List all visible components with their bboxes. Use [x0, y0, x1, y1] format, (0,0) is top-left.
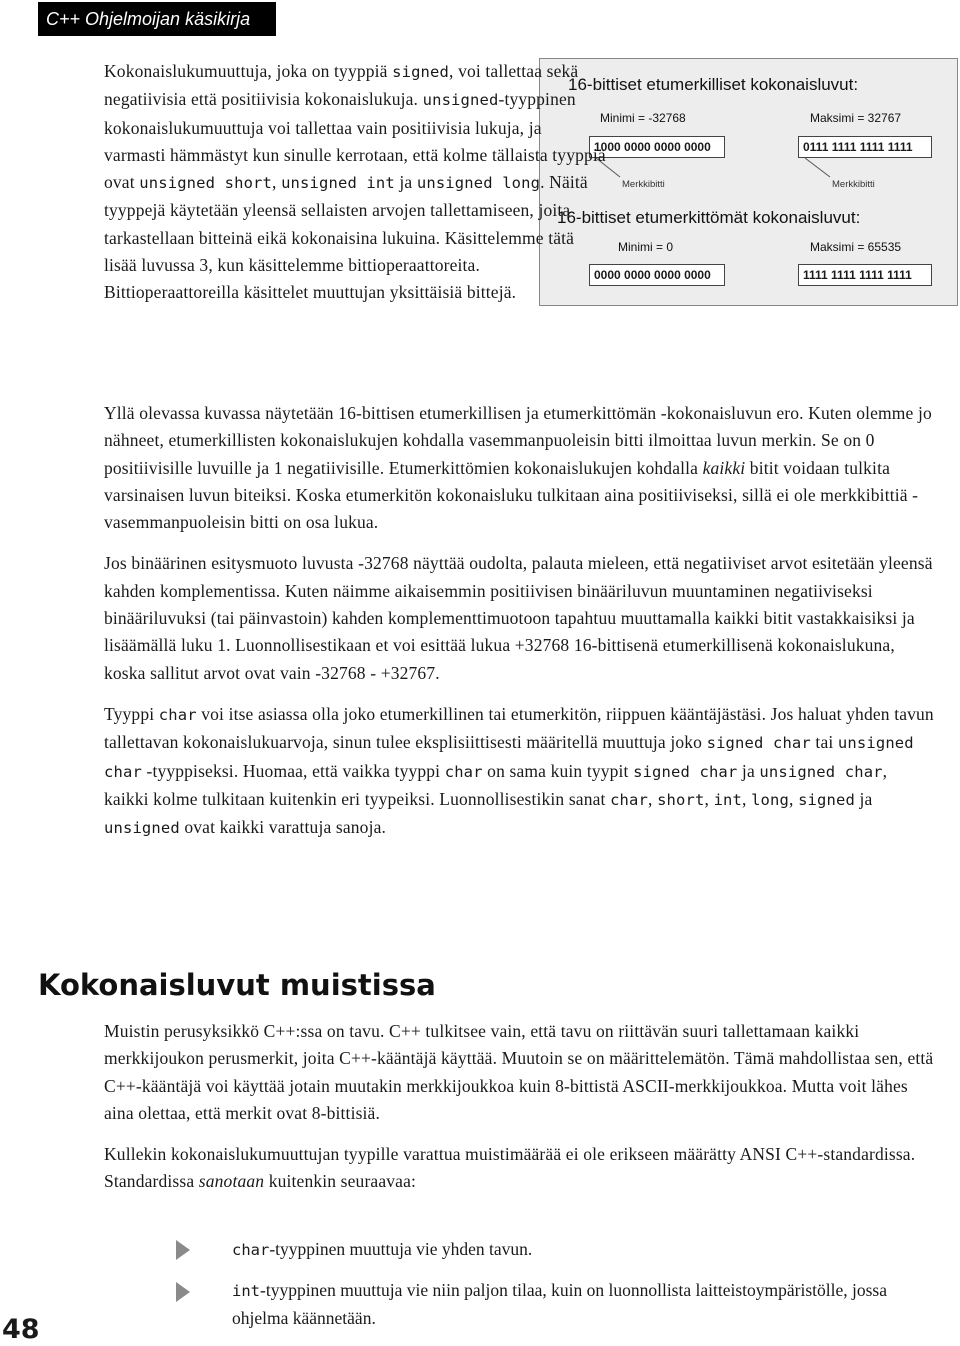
paragraph-1	[104, 58, 934, 307]
code-char: char	[610, 790, 649, 809]
bullet-text: -tyyppinen muuttuja vie niin paljon tilaa, kuin on luonnollista laitteistoympäristölle, jossa ohjelma käännetään.	[232, 1280, 888, 1329]
text: ja	[854, 788, 873, 809]
signed-max-sign-bit-label: Merkkibitti	[832, 179, 875, 190]
code-long: long	[751, 790, 790, 809]
code-signed-char: signed char	[633, 762, 738, 781]
paragraph-3: Jos binäärinen esitysmuoto luvusta -32768 näyttää oudolta, palauta mieleen, että negatiiviset arvot esitetään yleensä kahden komplementissa. Kuten näimme aikaisemmin positiivisen binääriluvun muuntaminen negatiiviseksi binääriluvuksi (tai päinvastoin) kahden komplementtimuotoon tapahtuu muuttamalla kaikki bitit vastakkaisiksi ja lisäämällä luku 1. Luonnollisestikaan et voi esittää lukua +32768 16-bittisenä etumerkillisenä kokonaislukuna, koska sallitut arvot ovat vain -32768 - +32767.	[104, 553, 933, 683]
figure-spacer	[620, 50, 960, 298]
unsigned-max-bits: 1111 1111 1111 1111	[798, 264, 932, 286]
text: kuitenkin seuraavaa:	[264, 1171, 417, 1192]
emphasis: sanotaan	[198, 1171, 265, 1192]
code-unsigned: unsigned	[422, 91, 499, 110]
code-int: int	[232, 1282, 260, 1300]
unsigned-min-bits: 0000 0000 0000 0000	[589, 264, 725, 286]
text: Tyyppi	[104, 703, 159, 724]
text: ,	[704, 788, 714, 809]
text: ovat kaikki varattuja sanoja.	[179, 817, 387, 838]
bullet-item-int	[232, 1277, 932, 1333]
code-signed: signed	[798, 790, 855, 809]
code-int: int	[713, 790, 743, 809]
code-unsigned-short: unsigned short	[139, 174, 273, 193]
code-unsigned-long: unsigned long	[416, 174, 541, 193]
signed-max-label: Maksimi = 32767	[810, 111, 902, 125]
text: on sama kuin tyypit	[482, 760, 634, 781]
code-unsigned-char: unsigned char	[759, 762, 883, 781]
text: . Näitä tyyppejä käytetään yleensä sellaisten arvojen tallettamiseen, joita tarkastellaan bitteinä eikä kokonaisina lukuina. Käsittelemme tätä lisää luvussa 3, kun käsittelemme bittioperaattoreita. Bittioperaattoreilla käsittelet muuttujan yksittäisiä bittejä.	[104, 172, 588, 303]
text: ,	[648, 788, 658, 809]
book-title-header: C++ Ohjelmoijan käsikirja	[38, 2, 276, 36]
signed-title: 16-bittiset etumerkilliset kokonaisluvut:	[568, 75, 859, 94]
main-text-middle	[104, 400, 934, 842]
main-text-bottom	[104, 1018, 934, 1196]
signed-min-sign-bit-label: Merkkibitti	[622, 179, 665, 190]
bullet-text: -tyyppinen muuttuja vie yhden tavun.	[269, 1239, 533, 1259]
code-char: char	[444, 762, 483, 781]
main-text-top	[104, 58, 934, 307]
code-signed-char: signed char	[706, 734, 811, 753]
text: tai	[810, 732, 838, 753]
code-char: char	[232, 1241, 270, 1259]
code-unsigned: unsigned	[104, 819, 180, 838]
page-number: 48	[2, 1314, 40, 1345]
text: ,	[789, 788, 799, 809]
text: voi itse asiassa olla joko etumerkillinen tai etumerkitön, riippuen kääntäjästäsi. Jos haluat yhden tavun tallettavan kokonaislukuarvoja, sinun tulee eksplisiittisesti määritellä muuttuja joko	[104, 703, 934, 753]
paragraph-6	[104, 1141, 934, 1196]
text: , voi tallettaa sekä negatiivisia että positiivisia kokonaislukuja.	[104, 61, 579, 110]
text: Kullekin kokonaislukumuuttujan tyypille varattua muistimäärää ei ole erikseen määrätty ANSI C++-standardissa. Standardissa	[104, 1144, 916, 1192]
code-char: char	[158, 705, 197, 724]
text: Kokonaislukumuuttuja, joka on tyyppiä	[104, 61, 393, 81]
text: -tyyppinen kokonaislukumuuttuja voi tallettaa vain positiivisia lukuja, ja varmasti hämmästyt kun sinulle kerrotaan, että kolme tällaista tyyppiä ovat	[104, 89, 606, 193]
section-heading: Kokonaisluvut muistissa	[38, 968, 436, 1002]
signed-max-bits: 0111 1111 1111 1111	[798, 136, 932, 158]
code-short: short	[657, 790, 705, 809]
bullet-item-char	[232, 1236, 932, 1264]
signed-min-label: Minimi = -32768	[600, 111, 686, 125]
paragraph-2	[104, 400, 934, 536]
bullet-arrow-icon	[176, 1240, 190, 1260]
text: , kaikki kolme tulkitaan kuitenkin eri tyypeiksi. Luonnollisestikin sanat	[104, 760, 888, 809]
text: Yllä olevassa kuvassa näytetään 16-bittisen etumerkillisen ja etumerkittömän -kokonaisluvun ero. Kuten olemme jo nähneet, etumerkillisten kokonaislukujen kohdalla vasemmanpuoleisin bitti ilmoittaa luvun merkin. Se on 0 positiivisille luvuille ja 1 negatiivisille. Etumerkittömien kokonaislukujen kohdalla	[104, 403, 932, 478]
text: ,	[742, 788, 752, 809]
text: -tyyppiseksi. Huomaa, että vaikka tyyppi	[141, 760, 445, 781]
unsigned-title: 16-bittiset etumerkittömät kokonaisluvut:	[557, 208, 861, 227]
signed-min-bits: 1000 0000 0000 0000	[589, 136, 725, 158]
emphasis: kaikki	[702, 457, 746, 478]
code-unsigned-char: unsigned char	[104, 734, 914, 781]
paragraph-4	[104, 701, 934, 842]
text: ,	[272, 172, 282, 193]
bullet-arrow-icon	[176, 1282, 190, 1302]
code-unsigned-int: unsigned int	[281, 174, 395, 193]
text: ja	[737, 760, 760, 781]
code-signed: signed	[392, 63, 450, 81]
unsigned-max-label: Maksimi = 65535	[810, 240, 902, 254]
text: bitit voidaan tulkita varsinaisen luvun biteiksi. Koska etumerkitön kokonaisluku tulkitaan aina positiiviseksi, sillä ei ole merkkibittiä - vasemmanpuoleisin bitti on osa lukua.	[104, 457, 919, 533]
unsigned-min-label: Minimi = 0	[618, 240, 674, 254]
text: ja	[394, 172, 417, 193]
paragraph-5: Muistin perusyksikkö C++:ssa on tavu. C++ tulkitsee vain, että tavu on riittävän suuri tallettamaan kaikki merkkijoukon perusmerkit, joita C++-kääntäjä käyttää. Muutoin se on määrittelemätön. Tämä mahdollistaa sen, että C++-kääntäjä voi käyttää jotain muutakin merkkijoukkoa kuin 8-bittistä ASCII-merkkijoukkoa. Mutta voit lähes aina olettaa, että merkit ovat 8-bittisiä.	[104, 1021, 934, 1123]
